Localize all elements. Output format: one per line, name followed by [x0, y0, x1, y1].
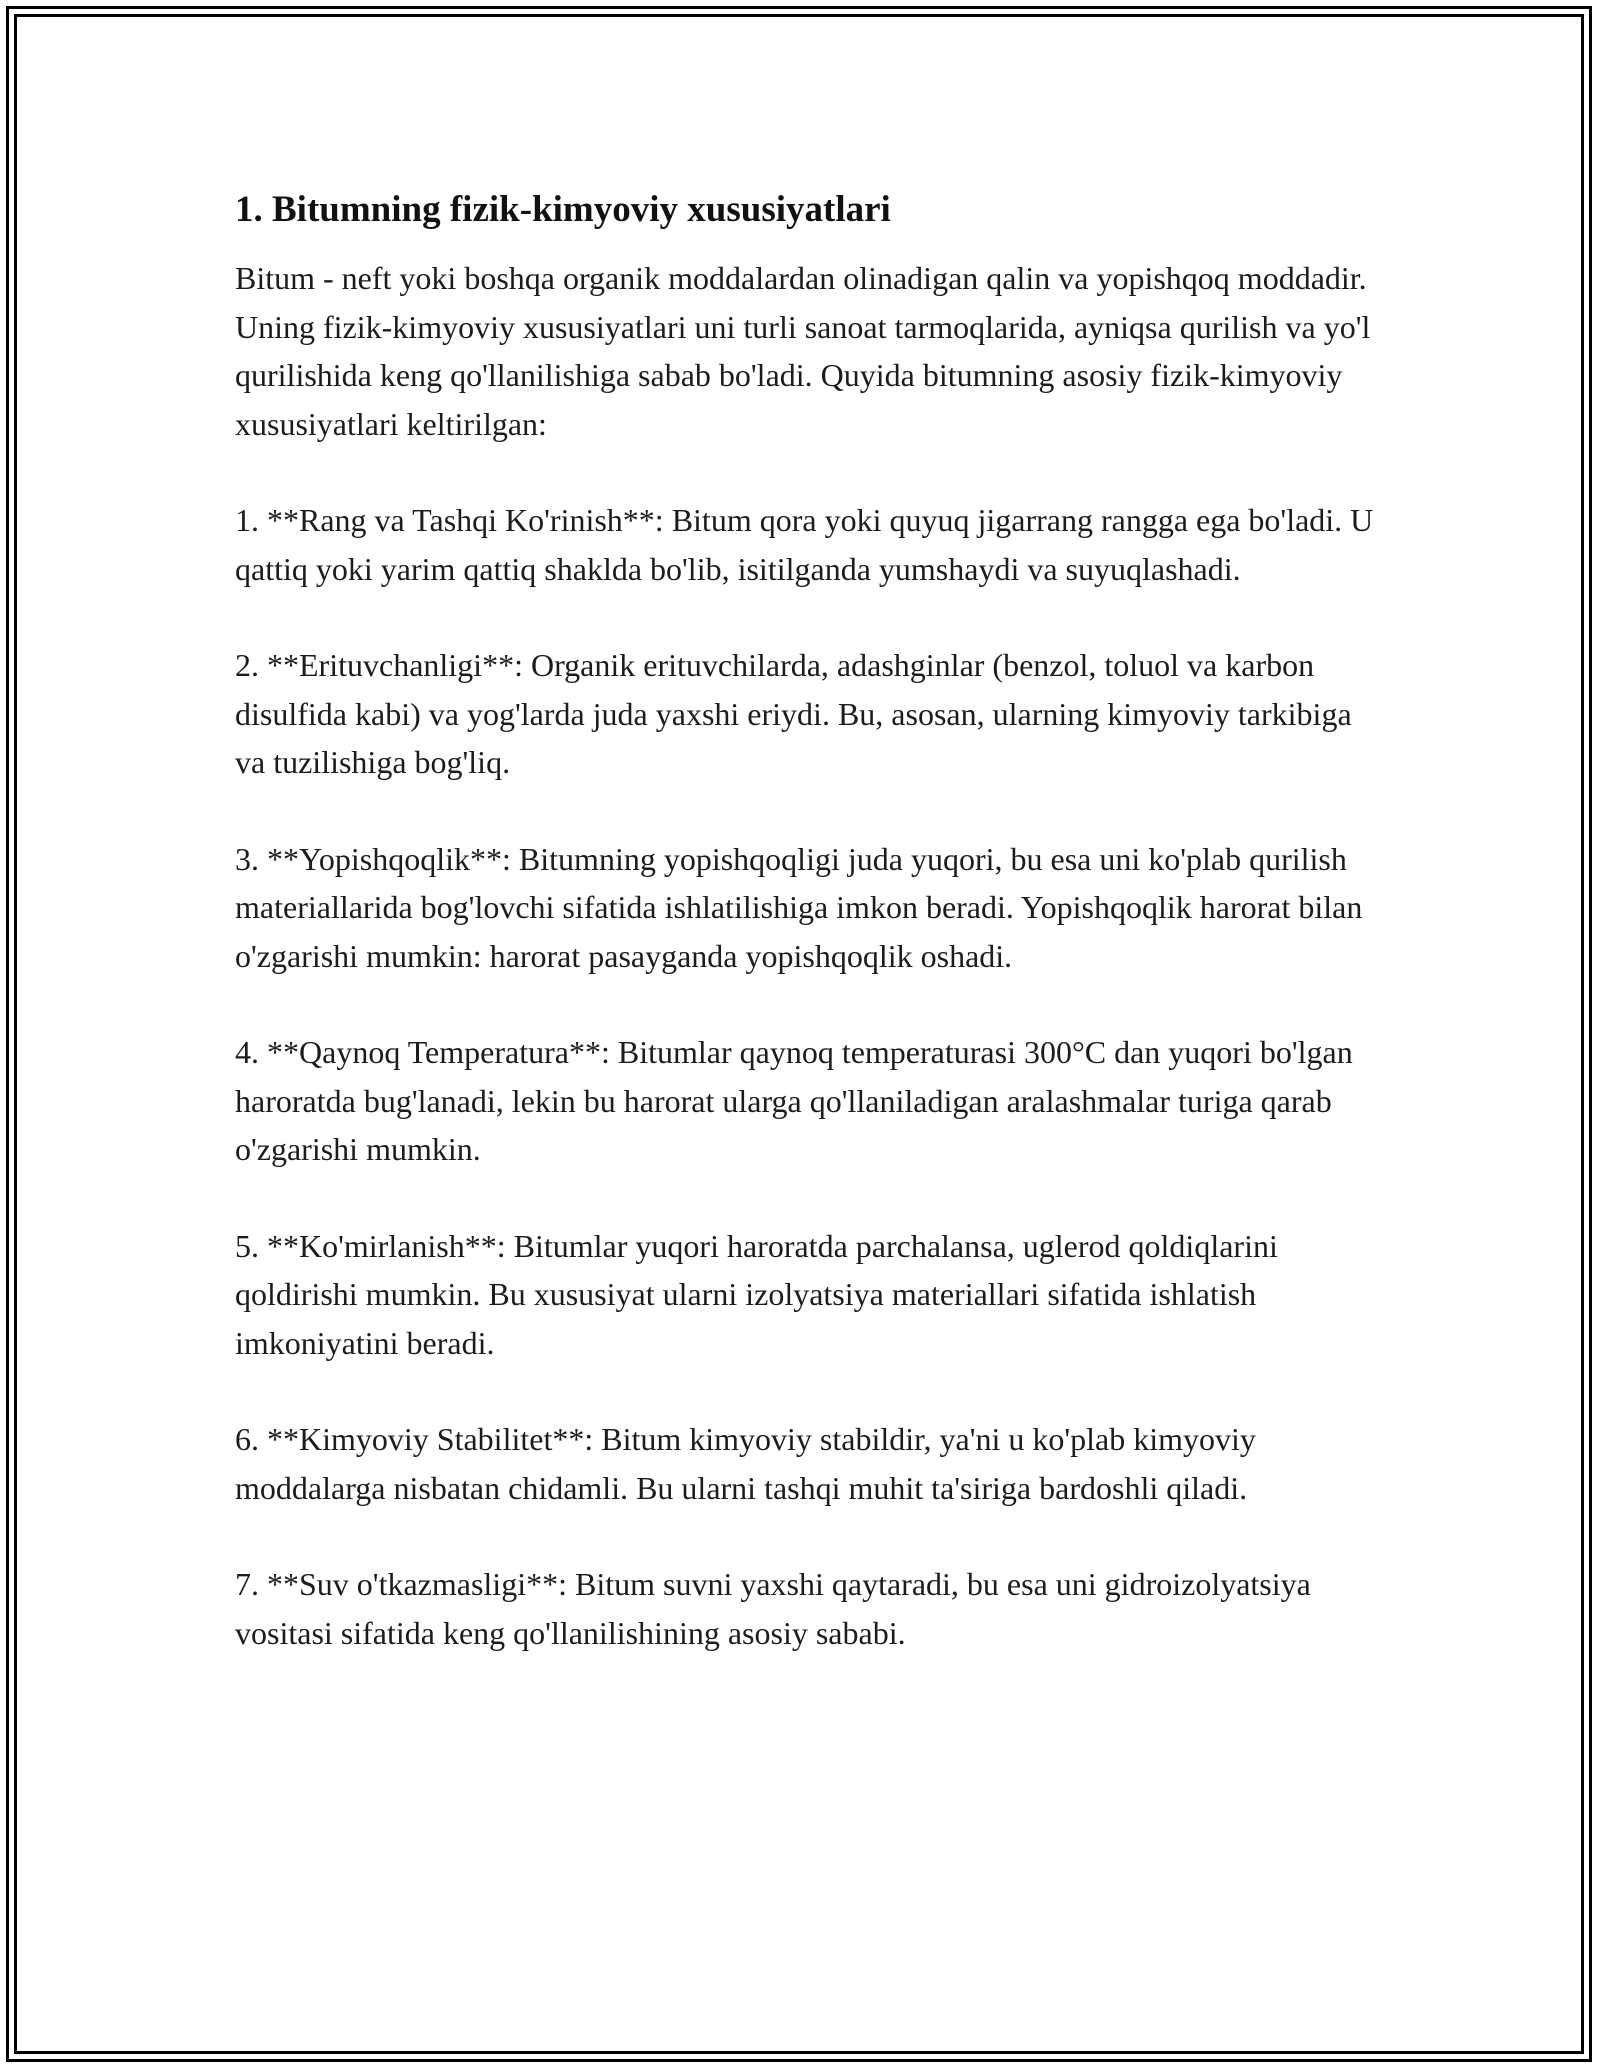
list-item-waterproofness: 7. **Suv o'tkazmasligi**: Bitum suvni yaxshi qaytaradi, bu esa uni gidroizolyatsiya vositasi sifatida keng qo'llanilishining asosiy sababi. [235, 1566, 1311, 1651]
list-item-color: 1. **Rang va Tashqi Ko'rinish**: Bitum qora yoki quyuq jigarrang rangga ega bo'ladi. U qattiq yoki yarim qattiq shaklda bo'lib, isitilganda yumshaydi va suyuqlashadi. [235, 502, 1374, 587]
list-item-carbonization: 5. **Ko'mirlanish**: Bitumlar yuqori haroratda parchalansa, uglerod qoldiqlarini qoldirishi mumkin. Bu xususiyat ularni izolyatsiya materiallari sifatida ishlatish imkoniyatini beradi. [235, 1227, 1278, 1361]
list-item-viscosity: 3. **Yopishqoqlik**: Bitumning yopishqoqligi juda yuqori, bu esa uni ko'plab qurilish materiallarida bog'lovchi sifatida ishlatilishiga imkon beradi. Yopishqoqlik harorat bilan o'zgarishi mumkin: harorat pasayganda yopishqoqlik oshadi. [235, 840, 1363, 974]
list-item-chemical-stability: 6. **Kimyoviy Stabilitet**: Bitum kimyoviy stabildir, ya'ni u ko'plab kimyoviy moddalarga nisbatan chidamli. Bu ularni tashqi muhit ta'siriga bardoshli qiladi. [235, 1421, 1256, 1506]
list-item-solubility: 2. **Erituvchanligi**: Organik erituvchilarda, adashginlar (benzol, toluol va karbon disulfida kabi) va yog'larda juda yaxshi eriydi. Bu, asosan, ularning kimyoviy tarkibiga va tuzilishiga bog'liq. [235, 647, 1352, 780]
page-title: 1. Bitumning fizik-kimyoviy xususiyatlari [235, 189, 891, 230]
intro-paragraph: Bitum - neft yoki boshqa organik moddalardan olinadigan qalin va yopishqoq moddadir. Uning fizik-kimyoviy xususiyatlari uni turli sanoat tarmoqlarida, ayniqsa qurilish va yo'l qurilishida keng qo'llanilishiga sabab bo'ladi. Quyida bitumning asosiy fizik-kimyoviy xususiyatlari keltirilgan: [235, 260, 1371, 442]
list-item-boiling-temperature: 4. **Qaynoq Temperatura**: Bitumlar qaynoq temperaturasi 300°C dan yuqori bo'lgan haroratda bug'lanadi, lekin bu harorat ularga qo'llaniladigan aralashmalar turiga qarab o'zgarishi mumkin. [235, 1034, 1353, 1167]
document-body [235, 186, 1385, 1705]
